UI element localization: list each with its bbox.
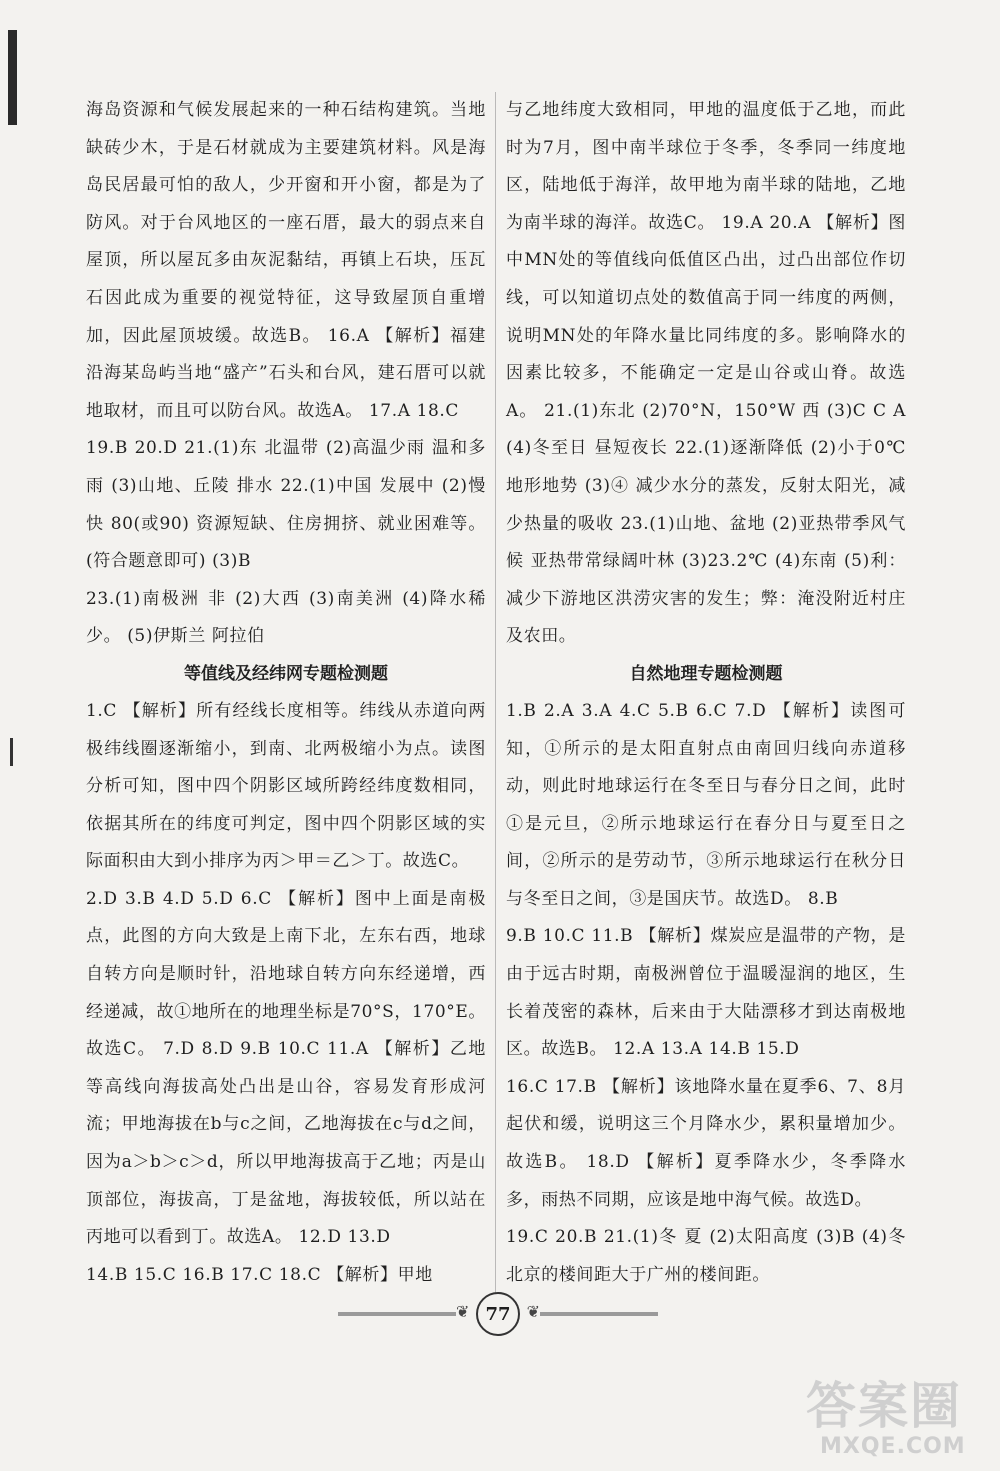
right-para-4: 16.C 17.B 【解析】该地降水量在夏季6、7、8月起伏和缓，说明这三个月降水少，累积量增加少。故选B。 18.D 【解析】夏季降水少，冬季降水多，雨热不同期，应该是地中海气候。故选D。	[506, 1076, 906, 1210]
ornament-left-icon: ❦	[456, 1302, 470, 1321]
watermark-logo: 答案圈	[806, 1377, 962, 1435]
section-title-contour-grid: 等值线及经纬网专题检测题	[184, 663, 388, 684]
footer-rule-right	[540, 1312, 658, 1316]
left-para-4: 1.C 【解析】所有经线长度相等。纬线从赤道向两极纬线圈逐渐缩小，到南、北两极缩小为点。读图分析可知，图中四个阴影区域所跨经纬度数相同，依据其所在的纬度可判定，图中四个阴影区域的实际面积由大到小排序为丙＞甲＝乙＞丁。故选C。	[86, 700, 486, 872]
left-column	[86, 92, 486, 1294]
column-divider	[495, 92, 496, 1297]
right-para-3: 9.B 10.C 11.B 【解析】煤炭应是温带的产物，是由于远古时期，南极洲曾位于温暖湿润的地区，生长着茂密的森林，后来由于大陆漂移才到达南极地区。故选B。 12.A 13.A 14.B 15.D	[506, 926, 906, 1060]
footer-rule-left	[338, 1312, 456, 1316]
ornament-right-icon: ❦	[526, 1302, 540, 1321]
margin-tick	[10, 738, 13, 766]
watermark-url: MXQE.COM	[820, 1434, 966, 1459]
left-para-6: 14.B 15.C 16.B 17.C 18.C 【解析】甲地	[86, 1264, 433, 1285]
right-para-5: 19.C 20.B 21.(1)冬 夏 (2)太阳高度 (3)B (4)冬 北京的楼间距大于广州的楼间距。	[506, 1227, 906, 1285]
section-title-physical-geography: 自然地理专题检测题	[629, 663, 783, 684]
binding-edge-mark	[8, 30, 17, 125]
left-para-1: 海岛资源和气候发展起来的一种石结构建筑。当地缺砖少木，于是石材就成为主要建筑材料。风是海岛民居最可怕的敌人，少开窗和开小窗，都是为了防风。对于台风地区的一座石厝，最大的弱点来自屋顶，所以屋瓦多由灰泥黏结，再镇上石块，压瓦石因此成为重要的视觉特征，这导致屋顶自重增加，因此屋顶坡缓。故选B。 16.A 【解析】福建沿海某岛屿当地“盛产”石头和台风，建石厝可以就地取材，而且可以防台风。故选A。 17.A 18.C	[86, 100, 486, 421]
right-column	[506, 92, 906, 1294]
page-number-badge	[454, 1294, 542, 1334]
page-number: 77	[476, 1292, 520, 1336]
left-para-3: 23.(1)南极洲 非 (2)大西 (3)南美洲 (4)降水稀少。 (5)伊斯兰 阿拉伯	[86, 588, 486, 647]
watermark	[806, 1378, 996, 1468]
left-para-5: 2.D 3.B 4.D 5.D 6.C 【解析】图中上面是南极点，此图的方向大致是上南下北，左东右西，地球自转方向是顺时针，沿地球自转方向东经递增，西经递减，故①地所在的地理坐标是70°S，170°E。故选C。 7.D 8.D 9.B 10.C 11.A 【解析】乙地等高线向海拔高处凸出是山谷，容易发育形成河流；甲地海拔在b与c之间，乙地海拔在c与d之间，因为a＞b＞c＞d，所以甲地海拔高于乙地；丙是山顶部位，海拔高，丁是盆地，海拔较低，所以站在丙地可以看到丁。故选A。 12.D 13.D	[86, 888, 486, 1248]
right-para-2: 1.B 2.A 3.A 4.C 5.B 6.C 7.D 【解析】读图可知，①所示的是太阳直射点由南回归线向赤道移动，则此时地球运行在冬至日与春分日之间，此时①是元旦，②所示地球运行在春分日与夏至日之间，②所示的是劳动节，③所示地球运行在秋分日与冬至日之间，③是国庆节。故选D。 8.B	[506, 700, 906, 909]
right-para-1: 与乙地纬度大致相同，甲地的温度低于乙地，而此时为7月，图中南半球位于冬季，冬季同一纬度地区，陆地低于海洋，故甲地为南半球的陆地，乙地为南半球的海洋。故选C。 19.A 20.A 【解析】图中MN处的等值线向低值区凸出，过凸出部位作切线，可以知道切点处的数值高于同一纬度的两侧，说明MN处的年降水量比同纬度的多。影响降水的因素比较多，不能确定一定是山谷或山脊。故选A。 21.(1)东北 (2)70°N，150°W 西 (3)C C A (4)冬至日 昼短夜长 22.(1)逐渐降低 (2)小于0℃ 地形地势 (3)④ 减少水分的蒸发，反射太阳光，减少热量的吸收 23.(1)山地、盆地 (2)亚热带季风气候 亚热带常绿阔叶林 (3)23.2℃ (4)东南 (5)利：减少下游地区洪涝灾害的发生；弊：淹没附近村庄及农田。	[506, 100, 906, 647]
left-para-2: 19.B 20.D 21.(1)东 北温带 (2)高温少雨 温和多雨 (3)山地、丘陵 排水 22.(1)中国 发展中 (2)慢 快 80(或90) 资源短缺、住房拥挤、就业困难等。(符合题意即可) (3)B	[86, 438, 486, 572]
